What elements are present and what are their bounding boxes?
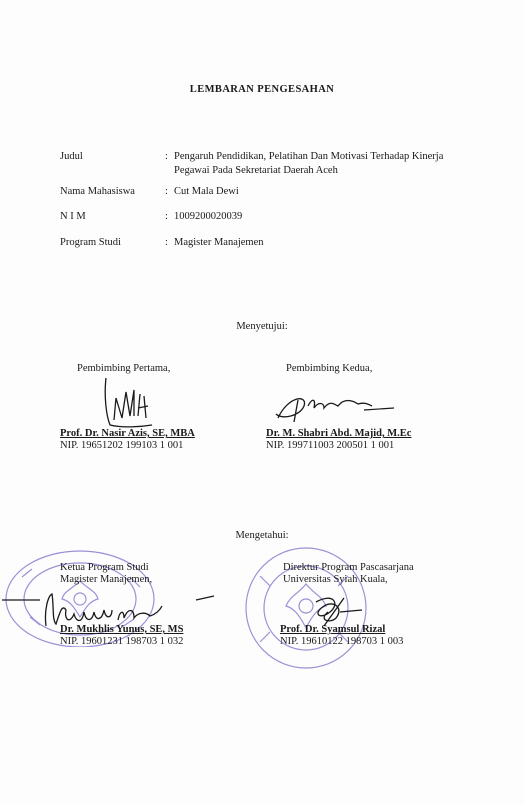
- advisor1-name: Prof. Dr. Nasir Azis, SE, MBA: [60, 428, 195, 439]
- head-program-role-line1: Ketua Program Studi: [60, 562, 149, 573]
- field-value: Cut Mala Dewi: [174, 186, 239, 197]
- director-role: [283, 562, 414, 586]
- advisor2-name: Dr. M. Shabri Abd. Majid, M.Ec: [266, 428, 412, 439]
- advisor1-block: [60, 428, 195, 452]
- head-program-block: [60, 624, 183, 648]
- director-block: [280, 624, 403, 648]
- advisor1-signature: [100, 370, 160, 432]
- field-label: Program Studi: [60, 237, 121, 248]
- field-separator: :: [165, 237, 168, 248]
- advisor2-role: Pembimbing Kedua,: [286, 363, 373, 374]
- director-role-line1: Direktur Program Pascasarjana: [283, 562, 414, 573]
- advisor2-nip: NIP. 199711003 200501 1 001: [266, 440, 395, 451]
- director-name: Prof. Dr. Syamsul Rizal: [280, 624, 386, 635]
- field-value: 1009200020039: [174, 211, 243, 222]
- advisor1-role: Pembimbing Pertama,: [77, 363, 171, 374]
- director-nip: NIP. 19610122 198703 1 003: [280, 636, 404, 647]
- field-label: Judul: [60, 151, 83, 162]
- head-program-role-line2: Magister Manajemen,: [60, 574, 153, 585]
- field-label: Nama Mahasiswa: [60, 186, 135, 197]
- head-program-role: [60, 562, 152, 586]
- field-value: Magister Manajemen: [174, 237, 264, 248]
- page-title: LEMBARAN PENGESAHAN: [189, 84, 335, 95]
- head-program-nip: NIP. 19601231 198703 1 032: [60, 636, 184, 647]
- field-label: N I M: [60, 211, 86, 222]
- director-role-line2: Universitas Syiah Kuala,: [283, 574, 388, 585]
- head-program-name: Dr. Mukhlis Yunus, SE, MS: [60, 624, 184, 635]
- advisor1-nip: NIP. 19651202 199103 1 001: [60, 440, 184, 451]
- advisor2-block: [266, 428, 411, 452]
- acknowledge-heading: Mengetahui:: [235, 530, 289, 541]
- field-separator: :: [165, 186, 168, 197]
- field-value: Pengaruh Pendidikan, Pelatihan Dan Motivasi Terhadap Kinerja Pegawai Pada Sekretariat Daerah Aceh: [174, 151, 444, 176]
- approval-heading: Menyetujui:: [236, 321, 288, 332]
- field-separator: :: [165, 151, 168, 162]
- advisor2-signature: [268, 388, 398, 428]
- field-separator: :: [165, 211, 168, 222]
